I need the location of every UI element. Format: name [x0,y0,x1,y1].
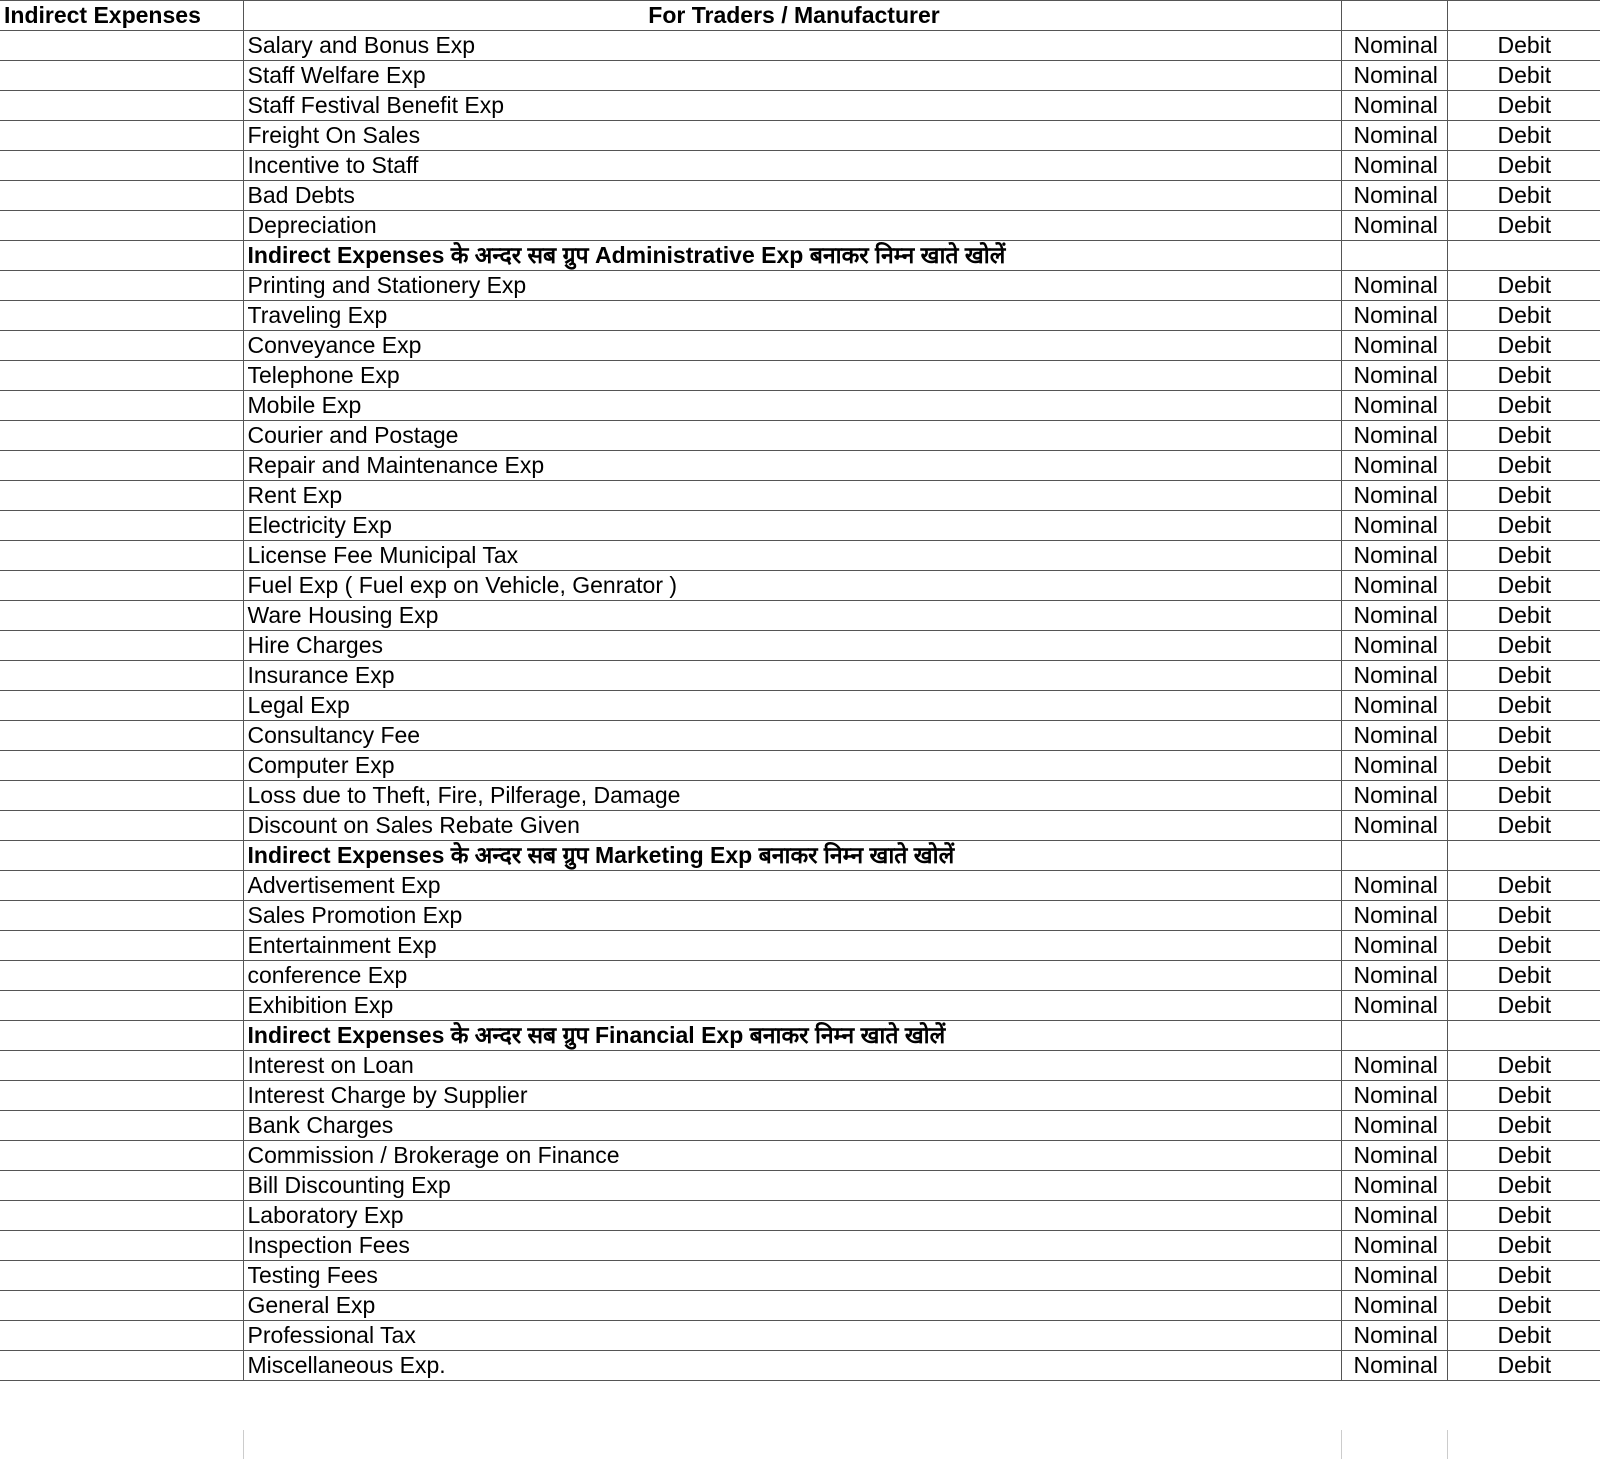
table-row [0,421,1600,451]
account-side: Debit [1447,121,1600,151]
account-type: Nominal [1341,61,1447,91]
account-side: Debit [1447,271,1600,301]
account-type: Nominal [1341,391,1447,421]
account-type: Nominal [1341,721,1447,751]
table-row [0,961,1600,991]
account-name: Sales Promotion Exp [243,901,1341,931]
account-name: Printing and Stationery Exp [243,271,1341,301]
account-name: Hire Charges [243,631,1341,661]
account-name: Conveyance Exp [243,331,1341,361]
account-type [1341,241,1447,271]
table-row [0,931,1600,961]
table-row [0,1171,1600,1201]
table-row [0,631,1600,661]
account-name: Testing Fees [243,1261,1341,1291]
account-type: Nominal [1341,901,1447,931]
table-row [0,31,1600,61]
account-type: Nominal [1341,151,1447,181]
account-side: Debit [1447,571,1600,601]
group-cell [0,451,243,481]
column-divider [243,1430,244,1459]
group-cell [0,871,243,901]
account-type: Nominal [1341,781,1447,811]
account-type: Nominal [1341,871,1447,901]
account-name: Repair and Maintenance Exp [243,451,1341,481]
account-name: Courier and Postage [243,421,1341,451]
account-type: Nominal [1341,211,1447,241]
group-cell [0,811,243,841]
table-row [0,781,1600,811]
column-divider [1447,1430,1448,1459]
section-row [0,1021,1600,1051]
account-type: Nominal [1341,811,1447,841]
table-row [0,811,1600,841]
group-cell [0,901,243,931]
group-cell [0,751,243,781]
account-side: Debit [1447,421,1600,451]
table-row [0,451,1600,481]
account-side: Debit [1447,871,1600,901]
account-side: Debit [1447,391,1600,421]
table-row [0,361,1600,391]
account-side: Debit [1447,1291,1600,1321]
table-row [0,481,1600,511]
account-name: Miscellaneous Exp. [243,1351,1341,1381]
account-name: Rent Exp [243,481,1341,511]
group-cell [0,1201,243,1231]
account-type: Nominal [1341,451,1447,481]
group-cell [0,391,243,421]
account-type: Nominal [1341,481,1447,511]
account-type: Nominal [1341,271,1447,301]
account-side: Debit [1447,811,1600,841]
account-name: Insurance Exp [243,661,1341,691]
account-name: Mobile Exp [243,391,1341,421]
account-name: Telephone Exp [243,361,1341,391]
account-name: Fuel Exp ( Fuel exp on Vehicle, Genrator ) [243,571,1341,601]
group-cell [0,1051,243,1081]
table-row [0,211,1600,241]
account-side: Debit [1447,1201,1600,1231]
account-type: Nominal [1341,931,1447,961]
account-name: Bad Debts [243,181,1341,211]
account-side: Debit [1447,151,1600,181]
account-type: Nominal [1341,691,1447,721]
account-side: Debit [1447,931,1600,961]
account-name: Bill Discounting Exp [243,1171,1341,1201]
account-side: Debit [1447,961,1600,991]
table-row [0,571,1600,601]
account-type: Nominal [1341,421,1447,451]
account-type: Nominal [1341,1081,1447,1111]
account-type: Nominal [1341,31,1447,61]
group-cell [0,1261,243,1291]
account-side: Debit [1447,481,1600,511]
account-side: Debit [1447,901,1600,931]
table-row [0,271,1600,301]
account-side: Debit [1447,211,1600,241]
group-cell [0,781,243,811]
group-cell [0,241,243,271]
account-type: Nominal [1341,541,1447,571]
account-type: Nominal [1341,181,1447,211]
account-name: Depreciation [243,211,1341,241]
section-heading: Indirect Expenses के अन्दर सब ग्रुप Marketing Exp बनाकर निम्न खाते खोलें [243,841,1341,871]
group-cell [0,331,243,361]
table-row [0,1231,1600,1261]
account-name: Staff Welfare Exp [243,61,1341,91]
table-row [0,871,1600,901]
account-type: Nominal [1341,511,1447,541]
account-side [1447,841,1600,871]
account-type: Nominal [1341,1141,1447,1171]
account-side: Debit [1447,1171,1600,1201]
section-row [0,841,1600,871]
account-name: Exhibition Exp [243,991,1341,1021]
account-side [1447,241,1600,271]
table-row [0,331,1600,361]
group-cell [0,571,243,601]
account-name: Entertainment Exp [243,931,1341,961]
table-row [0,121,1600,151]
group-cell [0,361,243,391]
table-row [0,91,1600,121]
group-cell [0,661,243,691]
group-header: Indirect Expenses [0,1,243,31]
table-row [0,1291,1600,1321]
account-side: Debit [1447,1321,1600,1351]
account-side: Debit [1447,541,1600,571]
group-cell [0,1351,243,1381]
group-cell [0,691,243,721]
group-cell [0,631,243,661]
account-side [1447,1021,1600,1051]
account-type [1341,841,1447,871]
side-header [1447,1,1600,31]
group-cell [0,961,243,991]
account-side: Debit [1447,331,1600,361]
account-name: Legal Exp [243,691,1341,721]
account-name: Discount on Sales Rebate Given [243,811,1341,841]
section-row [0,241,1600,271]
table-row [0,391,1600,421]
account-side: Debit [1447,601,1600,631]
group-cell [0,1231,243,1261]
table-row [0,1201,1600,1231]
account-side: Debit [1447,991,1600,1021]
account-side: Debit [1447,1261,1600,1291]
account-name: Advertisement Exp [243,871,1341,901]
group-cell [0,121,243,151]
account-type: Nominal [1341,631,1447,661]
account-type: Nominal [1341,661,1447,691]
account-name: Inspection Fees [243,1231,1341,1261]
account-side: Debit [1447,631,1600,661]
table-row [0,1351,1600,1381]
account-name: Traveling Exp [243,301,1341,331]
table-row [0,301,1600,331]
group-cell [0,481,243,511]
table-row [0,901,1600,931]
table-row [0,601,1600,631]
account-type: Nominal [1341,91,1447,121]
account-name: License Fee Municipal Tax [243,541,1341,571]
group-cell [0,61,243,91]
group-cell [0,181,243,211]
group-cell [0,301,243,331]
account-side: Debit [1447,1351,1600,1381]
group-cell [0,1171,243,1201]
ledger-table-body [0,1,1600,1381]
account-side: Debit [1447,31,1600,61]
account-type: Nominal [1341,1291,1447,1321]
group-cell [0,601,243,631]
group-cell [0,991,243,1021]
account-side: Debit [1447,1051,1600,1081]
account-type: Nominal [1341,121,1447,151]
account-name: Electricity Exp [243,511,1341,541]
table-row [0,661,1600,691]
account-name: Computer Exp [243,751,1341,781]
account-name: Ware Housing Exp [243,601,1341,631]
group-cell [0,1321,243,1351]
account-side: Debit [1447,751,1600,781]
group-cell [0,1081,243,1111]
table-row [0,691,1600,721]
account-side: Debit [1447,511,1600,541]
account-name: Interest Charge by Supplier [243,1081,1341,1111]
account-name: Staff Festival Benefit Exp [243,91,1341,121]
group-cell [0,931,243,961]
account-type: Nominal [1341,991,1447,1021]
group-cell [0,841,243,871]
account-type: Nominal [1341,1321,1447,1351]
account-side: Debit [1447,91,1600,121]
empty-trailing-row [0,1430,1600,1459]
account-side: Debit [1447,1111,1600,1141]
account-type: Nominal [1341,301,1447,331]
account-name: Laboratory Exp [243,1201,1341,1231]
table-row [0,1141,1600,1171]
group-cell [0,1021,243,1051]
account-type: Nominal [1341,361,1447,391]
table-row [0,511,1600,541]
account-side: Debit [1447,781,1600,811]
group-cell [0,511,243,541]
account-name: conference Exp [243,961,1341,991]
group-cell [0,271,243,301]
table-row [0,751,1600,781]
account-side: Debit [1447,691,1600,721]
section-heading: Indirect Expenses के अन्दर सब ग्रुप Financial Exp बनाकर निम्न खाते खोलें [243,1021,1341,1051]
group-cell [0,151,243,181]
account-type: Nominal [1341,331,1447,361]
account-name: Consultancy Fee [243,721,1341,751]
table-row [0,991,1600,1021]
account-side: Debit [1447,451,1600,481]
group-cell [0,721,243,751]
account-name: Salary and Bonus Exp [243,31,1341,61]
account-type: Nominal [1341,961,1447,991]
account-type: Nominal [1341,1231,1447,1261]
account-side: Debit [1447,361,1600,391]
group-cell [0,541,243,571]
table-row [0,1111,1600,1141]
table-row [0,1261,1600,1291]
account-type [1341,1021,1447,1051]
account-side: Debit [1447,661,1600,691]
group-cell [0,421,243,451]
account-side: Debit [1447,61,1600,91]
account-name: Freight On Sales [243,121,1341,151]
account-side: Debit [1447,301,1600,331]
account-name: Professional Tax [243,1321,1341,1351]
account-type: Nominal [1341,1171,1447,1201]
group-cell [0,1141,243,1171]
table-title: For Traders / Manufacturer [243,1,1341,31]
table-row [0,541,1600,571]
table-row [0,181,1600,211]
account-type: Nominal [1341,1351,1447,1381]
account-side: Debit [1447,1141,1600,1171]
account-side: Debit [1447,721,1600,751]
group-cell [0,1111,243,1141]
account-type: Nominal [1341,1201,1447,1231]
section-heading: Indirect Expenses के अन्दर सब ग्रुप Administrative Exp बनाकर निम्न खाते खोलें [243,241,1341,271]
account-side: Debit [1447,1081,1600,1111]
account-type: Nominal [1341,751,1447,781]
table-row [0,61,1600,91]
type-header [1341,1,1447,31]
account-name: Incentive to Staff [243,151,1341,181]
table-row [0,1321,1600,1351]
table-row [0,721,1600,751]
account-name: Commission / Brokerage on Finance [243,1141,1341,1171]
account-name: Loss due to Theft, Fire, Pilferage, Damage [243,781,1341,811]
group-cell [0,91,243,121]
group-cell [0,211,243,241]
account-type: Nominal [1341,601,1447,631]
account-name: Bank Charges [243,1111,1341,1141]
account-type: Nominal [1341,1051,1447,1081]
group-cell [0,31,243,61]
column-divider [1341,1430,1342,1459]
table-row [0,151,1600,181]
account-type: Nominal [1341,571,1447,601]
header-row [0,1,1600,31]
account-side: Debit [1447,1231,1600,1261]
group-cell [0,1291,243,1321]
account-side: Debit [1447,181,1600,211]
account-name: General Exp [243,1291,1341,1321]
table-row [0,1051,1600,1081]
table-row [0,1081,1600,1111]
account-type: Nominal [1341,1111,1447,1141]
account-name: Interest on Loan [243,1051,1341,1081]
account-type: Nominal [1341,1261,1447,1291]
